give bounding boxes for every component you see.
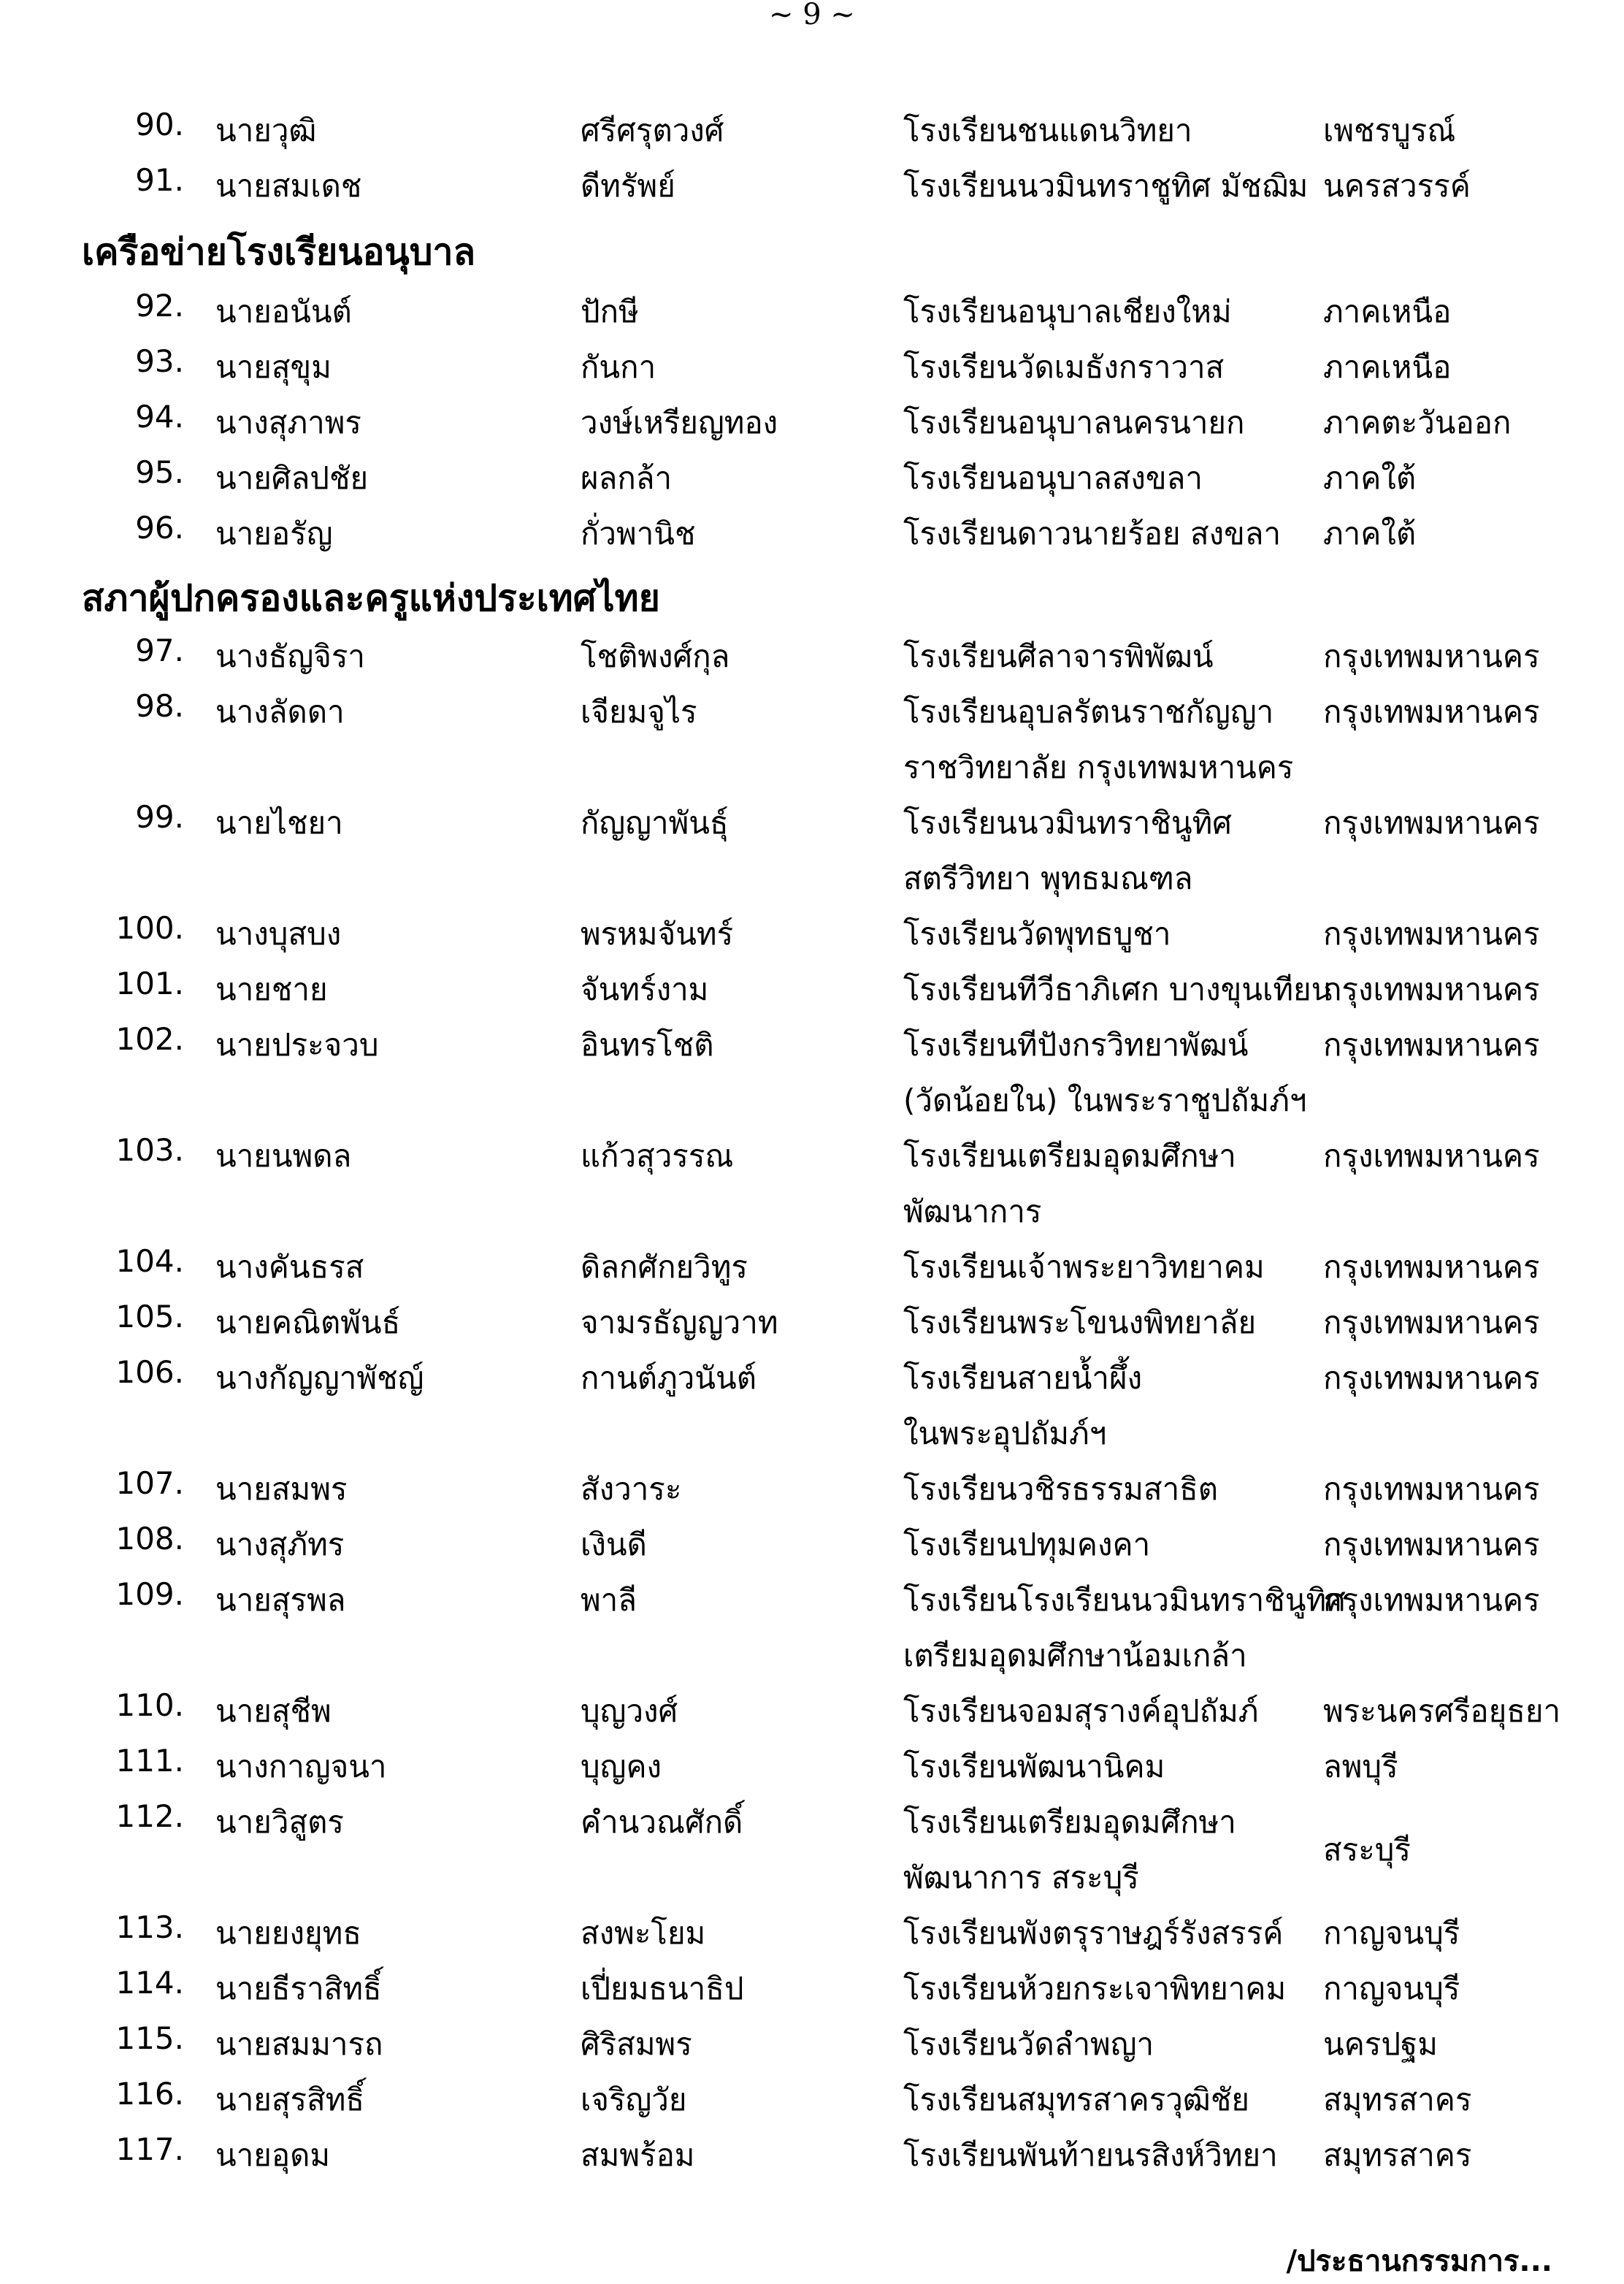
last-name: วงษ์เหรียญทอง [581,405,778,440]
school-name: โรงเรียนเตรียมอุดมศึกษา [903,1138,1236,1174]
first-name: นายสมพร [215,1471,348,1507]
last-name: เจียมจูไร [581,694,697,730]
school-name: (วัดน้อยใน) ในพระราชูปถัมภ์ฯ [903,1082,1307,1118]
last-name: เปี่ยมธนาธิป [581,1971,744,2006]
row-number: 93. [135,343,184,379]
first-name: นายชาย [215,971,328,1007]
page-number: ~ 9 ~ [769,0,855,31]
province: ลพบุรี [1323,1749,1398,1784]
province: สมุทรสาคร [1323,2137,1472,2173]
row-number: 103. [115,1132,184,1168]
province: กรุงเทพมหานคร [1323,1305,1540,1340]
province: นครสวรรค์ [1323,168,1471,204]
first-name: นายสุชีพ [215,1693,332,1729]
row-number: 115. [115,2020,184,2056]
school-name: โรงเรียนสายน้ำผึ้ง [903,1360,1143,1396]
last-name: ปักษี [581,294,639,329]
province: พระนครศรีอยุธยา [1323,1693,1561,1729]
last-name: กัญญาพันธุ์ [581,805,729,841]
province: กรุงเทพมหานคร [1323,694,1540,730]
first-name: นางคันธรส [215,1249,364,1285]
last-name: ดิลกศักยวิทูร [581,1249,748,1285]
last-name: ศิริสมพร [581,2026,692,2062]
first-name: นายศิลปชัย [215,460,369,496]
section-heading: เครือข่ายโรงเรียนอนุบาล [82,231,476,273]
last-name: เงินดี [581,1527,647,1562]
row-number: 101. [115,966,184,1001]
row-number: 100. [115,910,184,946]
last-name: บุญวงศ์ [581,1693,678,1729]
first-name: นายสุรพล [215,1582,346,1618]
province: กรุงเทพมหานคร [1323,638,1540,674]
first-name: นายอนันต์ [215,294,352,329]
last-name: คำนวณศักดิ์ [581,1804,743,1840]
province: กรุงเทพมหานคร [1323,971,1540,1007]
first-name: นายประจวบ [215,1027,379,1063]
province: กรุงเทพมหานคร [1323,1471,1540,1507]
school-name: โรงเรียนวัดลำพญา [903,2026,1154,2062]
first-name: นายยงยุทธ [215,1915,361,1951]
school-name: โรงเรียนเตรียมอุดมศึกษา [903,1804,1236,1840]
continuation-footer: /ประธานกรรมการ... [1286,2245,1552,2278]
school-name: โรงเรียนวัดเมธังกราวาส [903,349,1225,385]
first-name: นายอรัญ [215,516,333,551]
school-name: เตรียมอุดมศึกษาน้อมเกล้า [903,1638,1247,1673]
row-number: 104. [115,1243,184,1279]
province: กรุงเทพมหานคร [1323,1582,1540,1618]
school-name: สตรีวิทยา พุทธมณฑล [903,860,1193,896]
row-number: 94. [135,399,184,435]
first-name: นายสุรสิทธิ์ [215,2082,365,2117]
school-name: โรงเรียนนวมินทราชูทิศ มัชฌิม [903,168,1309,204]
last-name: ศรีศรุตวงศ์ [581,112,724,148]
row-number: 112. [115,1798,184,1834]
last-name: พาลี [581,1582,637,1618]
school-name: โรงเรียนพันท้ายนรสิงห์วิทยา [903,2137,1278,2173]
row-number: 90. [135,107,184,142]
school-name: โรงเรียนปทุมคงคา [903,1527,1151,1562]
row-number: 113. [115,1909,184,1945]
first-name: นางกาญจนา [215,1749,387,1784]
last-name: ดีทรัพย์ [581,168,675,204]
last-name: บุญคง [581,1749,662,1784]
last-name: กันกา [581,349,656,385]
province: กรุงเทพมหานคร [1323,805,1540,841]
section-heading: สภาผู้ปกครองและครูแห่งประเทศไทย [82,577,660,619]
province: กรุงเทพมหานคร [1323,1360,1540,1396]
first-name: นางสุภาพร [215,405,361,440]
last-name: จันทร์งาม [581,971,709,1007]
first-name: นางสุภัทร [215,1527,345,1562]
first-name: นายสุขุม [215,349,332,385]
row-number: 97. [135,633,184,668]
province: ภาคเหนือ [1323,349,1452,385]
first-name: นายอุดม [215,2137,331,2173]
school-name: โรงเรียนอนุบาลสงขลา [903,460,1203,496]
row-number: 92. [135,288,184,324]
first-name: นายไชยา [215,805,343,841]
province: กรุงเทพมหานคร [1323,1527,1540,1562]
row-number: 117. [115,2131,184,2167]
last-name: กั่วพานิช [581,516,696,551]
province: ภาคเหนือ [1323,294,1452,329]
province: ภาคใต้ [1323,516,1417,551]
row-number: 99. [135,799,184,835]
first-name: นางบุสบง [215,916,342,952]
school-name: โรงเรียนจอมสุรางค์อุปถัมภ์ [903,1693,1259,1729]
row-number: 110. [115,1687,184,1723]
first-name: นายธีราสิทธิ์ [215,1971,382,2006]
school-name: โรงเรียนโรงเรียนนวมินทราชินูทิศ [903,1582,1346,1618]
last-name: พรหมจันทร์ [581,916,734,952]
last-name: สังวาระ [581,1471,682,1507]
row-number: 106. [115,1354,184,1390]
first-name: นายสมเดช [215,168,362,204]
province: สระบุรี [1323,1832,1411,1868]
school-name: โรงเรียนสมุทรสาครวุฒิชัย [903,2082,1249,2117]
last-name: แก้วสุวรรณ [581,1138,734,1174]
school-name: โรงเรียนชนแดนวิทยา [903,112,1192,148]
school-name: โรงเรียนวัดพุทธบูชา [903,916,1171,952]
province: เพชรบูรณ์ [1323,112,1456,148]
last-name: ผลกล้า [581,460,673,496]
province: กาญจนบุรี [1323,1915,1460,1951]
last-name: โชติพงศ์กุล [581,638,730,674]
row-number: 107. [115,1465,184,1501]
province: ภาคใต้ [1323,460,1417,496]
school-name: โรงเรียนอุบลรัตนราชกัญญา [903,694,1274,730]
row-number: 114. [115,1965,184,2001]
first-name: นายคณิตพันธ์ [215,1305,401,1340]
school-name: โรงเรียนพังตรุราษฎร์รังสรรค์ [903,1915,1284,1951]
first-name: นางลัดดา [215,694,345,730]
school-name: โรงเรียนนวมินทราชินูทิศ [903,805,1232,841]
school-name: โรงเรียนศีลาจารพิพัฒน์ [903,638,1214,674]
row-number: 96. [135,510,184,546]
row-number: 108. [115,1521,184,1557]
first-name: นายวุฒิ [215,112,317,148]
last-name: สงพะโยม [581,1915,706,1951]
school-name: พัฒนาการ [903,1193,1042,1229]
province: กรุงเทพมหานคร [1323,1249,1540,1285]
school-name: โรงเรียนพัฒนานิคม [903,1749,1165,1784]
row-number: 105. [115,1299,184,1334]
school-name: ในพระอุปถัมภ์ฯ [903,1416,1107,1451]
first-name: นายสมมารถ [215,2026,383,2062]
school-name: ราชวิทยาลัย กรุงเทพมหานคร [903,749,1294,785]
province: กรุงเทพมหานคร [1323,1027,1540,1063]
school-name: โรงเรียนทีวีธาภิเศก บางขุนเทียน [903,971,1333,1007]
province: สมุทรสาคร [1323,2082,1472,2117]
school-name: โรงเรียนห้วยกระเจาพิทยาคม [903,1971,1287,2006]
school-name: โรงเรียนพระโขนงพิทยาลัย [903,1305,1257,1340]
row-number: 116. [115,2076,184,2112]
school-name: โรงเรียนเจ้าพระยาวิทยาคม [903,1249,1265,1285]
last-name: เจริญวัย [581,2082,687,2117]
province: กาญจนบุรี [1323,1971,1460,2006]
last-name: กานต์ภูวนันต์ [581,1360,757,1396]
first-name: นายวิสูตร [215,1804,344,1840]
row-number: 102. [115,1021,184,1057]
last-name: จามรธัญญวาท [581,1305,778,1340]
row-number: 111. [115,1743,184,1779]
school-name: โรงเรียนวชิรธรรมสาธิต [903,1471,1219,1507]
province: นครปฐม [1323,2026,1438,2062]
last-name: อินทรโชติ [581,1027,714,1063]
school-name: โรงเรียนอนุบาลเชียงใหม่ [903,294,1232,329]
row-number: 98. [135,688,184,724]
row-number: 109. [115,1576,184,1612]
last-name: สมพร้อม [581,2137,695,2173]
school-name: โรงเรียนดาวนายร้อย สงขลา [903,516,1282,551]
school-name: พัฒนาการ สระบุรี [903,1860,1139,1895]
school-name: โรงเรียนอนุบาลนครนายก [903,405,1245,440]
province: กรุงเทพมหานคร [1323,916,1540,952]
province: ภาคตะวันออก [1323,405,1512,440]
row-number: 95. [135,454,184,490]
first-name: นายนพดล [215,1138,352,1174]
row-number: 91. [135,162,184,198]
first-name: นางธัญจิรา [215,638,365,674]
school-name: โรงเรียนทีปังกรวิทยาพัฒน์ [903,1027,1249,1063]
province: กรุงเทพมหานคร [1323,1138,1540,1174]
first-name: นางกัญญาพัชญ์ [215,1360,424,1396]
